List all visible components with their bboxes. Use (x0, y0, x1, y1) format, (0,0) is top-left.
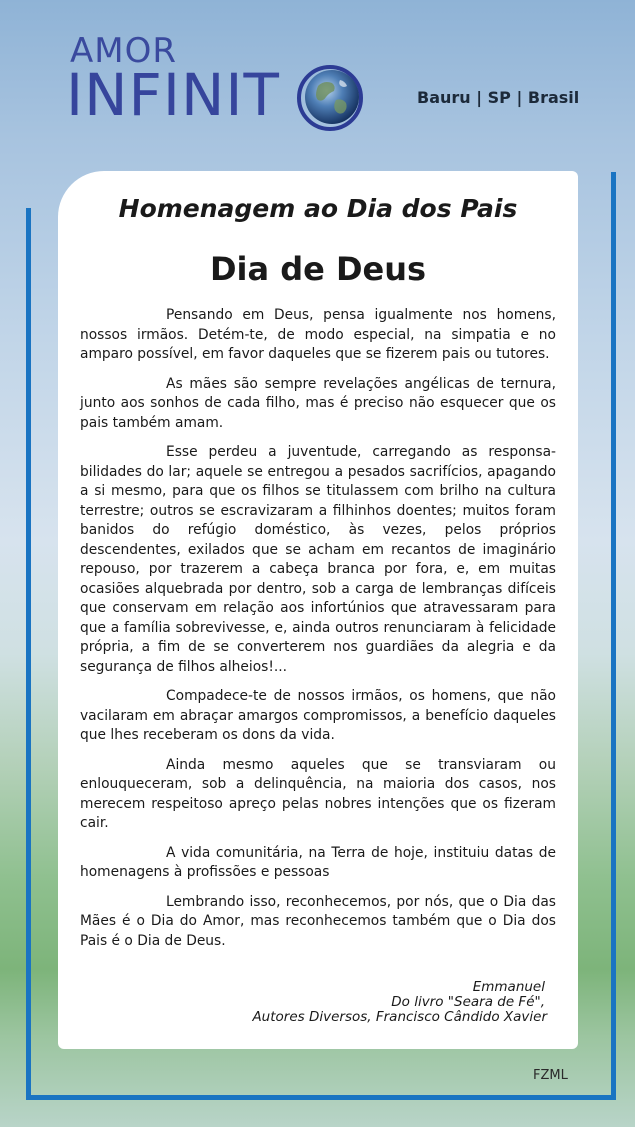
signature-author: Emmanuel (472, 979, 545, 995)
paragraph: As mães são sempre revelações angélicas de ternura, junto aos sonhos de cada filho, mas é preciso não esquecer que os pais também amam. (80, 375, 556, 431)
footer-credit: FZML (533, 1068, 568, 1083)
signature-authors: Autores Diversos, Francisco Cândido Xavier (252, 1009, 547, 1025)
article-title: Dia de Deus (209, 250, 427, 288)
location-text: Bauru | SP | Brasil (417, 88, 580, 107)
paragraph: Lembrando isso, reconhecemos, por nós, que o Dia das Mães é o Dia do Amor, mas reconhecemos também que o Dia dos Pais é o Dia de Deus. (80, 893, 556, 949)
paragraph: Pensando em Deus, pensa igualmente nos homens, nossos irmãos. Detém-te, de modo especial, na simpatia e no amparo possível, em favor daqueles que se fizerem pais ou tutores. (80, 307, 556, 362)
frame-border-right (611, 172, 616, 1100)
earth-globe-icon (296, 64, 364, 132)
signature-block (252, 980, 547, 1025)
paragraph: Compadece-te de nossos irmãos, os homens, que não vacilaram em abraçar amargos compromissos, a benefício daqueles que lhes receberam os dons da vida. (80, 688, 556, 743)
paragraph: Ainda mesmo aqueles que se transviaram ou enlouqueceram, sob a delinquência, na maioria dos casos, nos merecem respeitoso apreço pelas nobres intenções que os fizeram cair. (80, 756, 556, 831)
article-body (80, 306, 556, 961)
frame-border-bottom (26, 1095, 616, 1100)
logo-text-line1: AMOR (70, 31, 177, 71)
signature-book: Do livro "Seara de Fé", (391, 994, 545, 1010)
logo-text-line2: INFINIT (66, 61, 280, 129)
frame-border-left (26, 208, 31, 1100)
paragraph: Esse perdeu a juventude, carregando as responsa-bilidades do lar; aquele se entregou a pesados sacrifícios, apagando a si mesmo, para que os filhos se titulassem com brilho na cultura terrestre; outros se escravizaram a filhinhos doentes; muitos foram banidos do refúgio doméstico, às vezes, pelos próprios descendentes, exilados que se acham em recantos de imaginário repouso, por trazerem a cabeça branca por fora, e, em muitas ocasiões alquebrada por dentro, sob a carga de lembranças difíceis que conservam em relação aos infortúnios que atravessaram para que a família sobrevivesse, e, ainda outros renunciaram à felicidade própria, a fim de se converterem nos guardiães da alegria e da segurança de filhos alheios!... (80, 444, 556, 675)
article-subtitle: Homenagem ao Dia dos Pais (118, 194, 518, 223)
header (0, 0, 635, 150)
paragraph: A vida comunitária, na Terra de hoje, instituiu datas de homenagens à profissões e pessoas (80, 844, 556, 880)
